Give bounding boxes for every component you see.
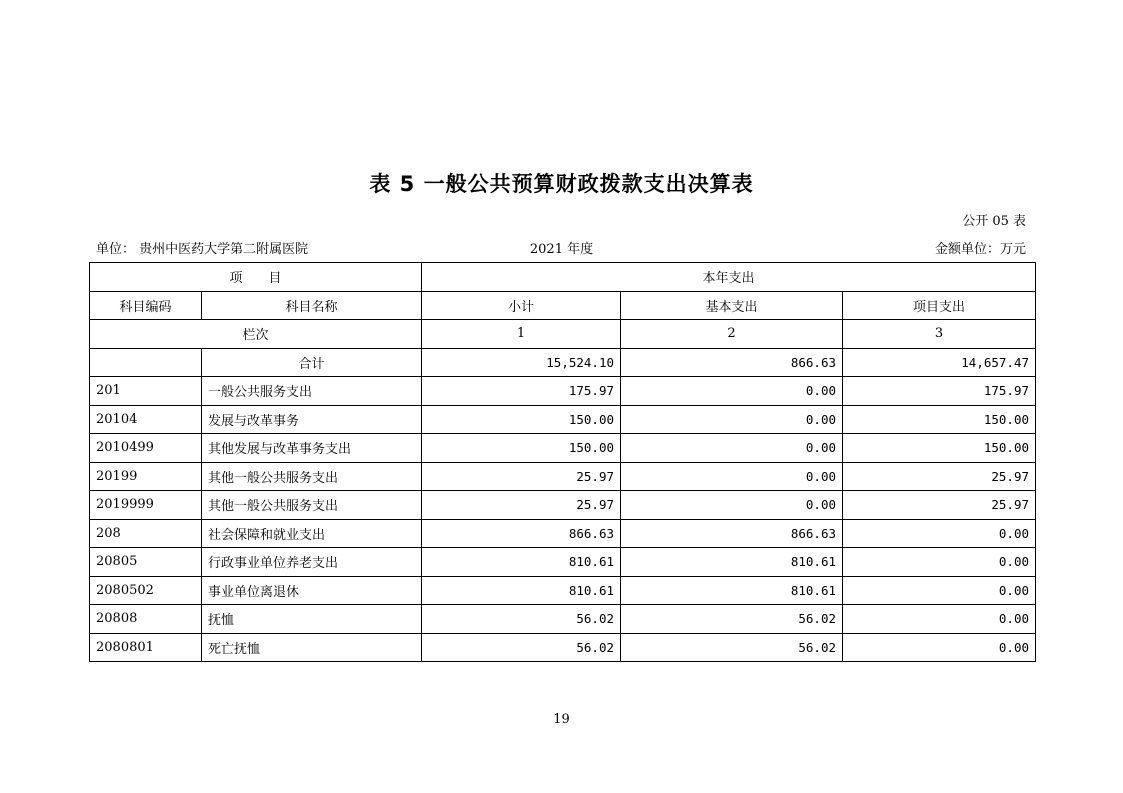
row-code: 2019999 [90,491,202,520]
header-item-exp: 项目支出 [843,291,1036,320]
row-code: 208 [90,519,202,548]
row-basic: 0.00 [621,462,843,491]
header-project: 项 目 [90,263,422,292]
header-code: 科目编码 [90,291,202,320]
row-item-exp: 150.00 [843,434,1036,463]
row-subtotal: 150.00 [422,405,621,434]
row-name: 一般公共服务支出 [202,377,422,406]
form-number: 公开 05 表 [962,214,1026,229]
table-row [90,462,1036,491]
row-item-exp: 0.00 [843,605,1036,634]
row-name: 社会保障和就业支出 [202,519,422,548]
row-subtotal: 810.61 [422,548,621,577]
row-code: 2010499 [90,434,202,463]
row-subtotal: 56.02 [422,605,621,634]
row-subtotal: 175.97 [422,377,621,406]
row-name: 事业单位离退休 [202,576,422,605]
row-name: 抚恤 [202,605,422,634]
row-basic: 56.02 [621,633,843,662]
unit-label: 单位： 贵州中医药大学第二附属医院 [96,242,309,257]
row-basic: 810.61 [621,576,843,605]
row-basic: 810.61 [621,548,843,577]
table-row [90,633,1036,662]
table-row [90,576,1036,605]
row-subtotal: 25.97 [422,491,621,520]
row-basic: 0.00 [621,434,843,463]
row-basic: 0.00 [621,377,843,406]
row-code: 20805 [90,548,202,577]
row-subtotal: 56.02 [422,633,621,662]
table-row [90,519,1036,548]
table-row [90,377,1036,406]
total-subtotal: 15,524.10 [422,348,621,377]
table-row [90,548,1036,577]
page-number: 19 [553,712,570,727]
table-row [90,491,1036,520]
amount-unit: 金额单位：万元 [934,242,1026,257]
row-basic: 56.02 [621,605,843,634]
row-name: 其他一般公共服务支出 [202,491,422,520]
row-code: 2080801 [90,633,202,662]
row-item-exp: 0.00 [843,548,1036,577]
fiscal-year: 2021 年度 [529,242,594,257]
row-basic: 0.00 [621,491,843,520]
row-code: 20199 [90,462,202,491]
row-item-exp: 0.00 [843,633,1036,662]
row-basic: 866.63 [621,519,843,548]
header-name: 科目名称 [202,291,422,320]
row-basic: 0.00 [621,405,843,434]
row-item-exp: 175.97 [843,377,1036,406]
header-col-1: 1 [422,320,621,349]
row-name: 发展与改革事务 [202,405,422,434]
header-col-label: 栏次 [90,320,422,349]
total-item-exp: 14,657.47 [843,348,1036,377]
table-row [90,405,1036,434]
row-item-exp: 25.97 [843,491,1036,520]
expenditure-table [89,262,1036,662]
row-item-exp: 150.00 [843,405,1036,434]
total-label: 合计 [202,348,422,377]
header-row-2 [90,291,1036,320]
row-code: 2080502 [90,576,202,605]
row-name: 其他一般公共服务支出 [202,462,422,491]
row-subtotal: 25.97 [422,462,621,491]
row-code: 201 [90,377,202,406]
total-basic: 866.63 [621,348,843,377]
table-row [90,434,1036,463]
row-subtotal: 150.00 [422,434,621,463]
total-code-cell [90,348,202,377]
row-subtotal: 866.63 [422,519,621,548]
row-item-exp: 25.97 [843,462,1036,491]
row-code: 20104 [90,405,202,434]
header-basic: 基本支出 [621,291,843,320]
table-row [90,605,1036,634]
row-name: 其他发展与改革事务支出 [202,434,422,463]
row-code: 20808 [90,605,202,634]
row-item-exp: 0.00 [843,576,1036,605]
row-name: 行政事业单位养老支出 [202,548,422,577]
header-subtotal: 小计 [422,291,621,320]
total-row [90,348,1036,377]
header-row-1 [90,263,1036,292]
header-row-3 [90,320,1036,349]
row-item-exp: 0.00 [843,519,1036,548]
header-col-2: 2 [621,320,843,349]
page-title: 表 5 一般公共预算财政拨款支出决算表 [369,172,754,196]
row-subtotal: 810.61 [422,576,621,605]
header-current-year: 本年支出 [422,263,1036,292]
header-col-3: 3 [843,320,1036,349]
row-name: 死亡抚恤 [202,633,422,662]
